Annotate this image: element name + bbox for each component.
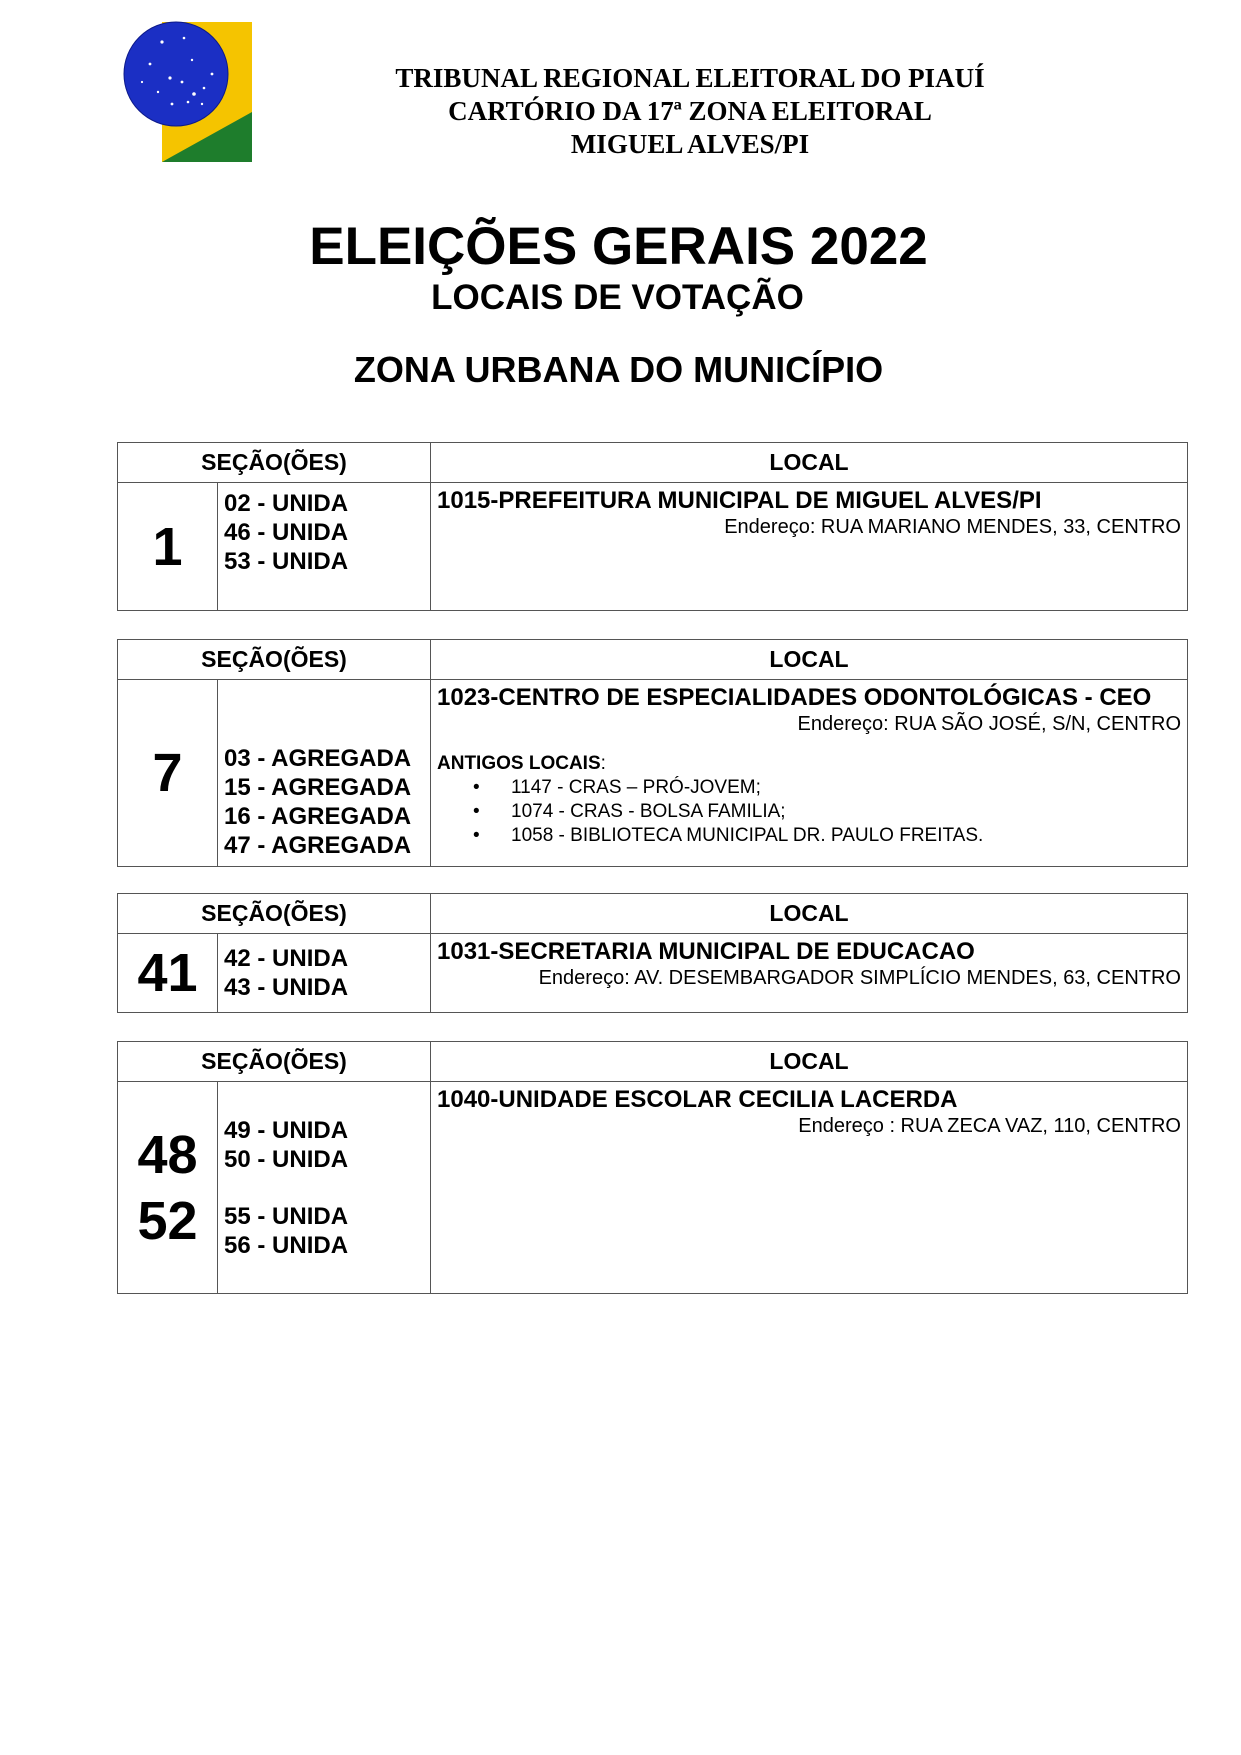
previous-locations-label: ANTIGOS LOCAIS (437, 753, 601, 774)
polling-place-number-value: 1 (152, 516, 183, 577)
section-item: 55 - UNIDA (224, 1203, 349, 1230)
location-table (117, 442, 1188, 611)
section-item: 43 - UNIDA (224, 974, 349, 1001)
sections-list (218, 934, 431, 1013)
section-item: 15 - AGREGADA (224, 774, 412, 801)
section-item: 56 - UNIDA (224, 1232, 349, 1259)
list-item (473, 776, 1181, 800)
local-address: Endereço : RUA ZECA VAZ, 110, CENTRO (798, 1115, 1181, 1137)
local-address: Endereço: RUA MARIANO MENDES, 33, CENTRO (724, 516, 1181, 538)
previous-locations-colon: : (600, 753, 606, 774)
polling-place-number (118, 934, 218, 1013)
bullet-icon: • (473, 777, 480, 798)
local-name: 1015-PREFEITURA MUNICIPAL DE MIGUEL ALVES/PI (437, 487, 1042, 514)
previous-locations-list (437, 776, 1181, 848)
polling-place-number (118, 680, 218, 867)
local-name: 1031-SECRETARIA MUNICIPAL DE EDUCACAO (437, 938, 975, 965)
page-title (0, 217, 1241, 277)
previous-location-text: 1147 - CRAS – PRÓ-JOVEM; (511, 777, 761, 798)
local-name: 1023-CENTRO DE ESPECIALIDADES ODONTOLÓGICAS - CEO (437, 684, 1152, 711)
zone-title-text: ZONA URBANA DO MUNICÍPIO (353, 349, 884, 390)
local-header: LOCAL (431, 894, 1188, 934)
zone-title (0, 349, 1241, 391)
local-address: Endereço: AV. DESEMBARGADOR SIMPLÍCIO MENDES, 63, CENTRO (538, 967, 1181, 989)
section-item: 02 - UNIDA (224, 490, 349, 517)
section-item: 50 - UNIDA (224, 1146, 349, 1173)
list-item (473, 824, 1181, 848)
sections-list (218, 1082, 431, 1294)
local-header: LOCAL (431, 640, 1188, 680)
local-name: 1040-UNIDADE ESCOLAR CECILIA LACERDA (437, 1086, 958, 1113)
local-cell (431, 934, 1188, 1013)
section-item: 46 - UNIDA (224, 519, 349, 546)
local-address: Endereço: RUA SÃO JOSÉ, S/N, CENTRO (797, 713, 1181, 735)
sections-header: SEÇÃO(ÕES) (118, 894, 431, 934)
list-item (473, 800, 1181, 824)
polling-place-number-value: 7 (152, 743, 183, 803)
local-header: LOCAL (431, 443, 1188, 483)
local-cell (431, 680, 1188, 867)
sections-list (218, 680, 431, 867)
section-item: 16 - AGREGADA (224, 803, 412, 830)
previous-location-text: 1074 - CRAS - BOLSA FAMILIA; (511, 801, 786, 822)
brazil-electoral-court-logo-icon (122, 12, 254, 162)
polling-place-number-value: 52 (137, 1190, 198, 1251)
page-title-text: ELEIÇÕES GERAIS 2022 (309, 217, 928, 276)
local-header: LOCAL (431, 1042, 1188, 1082)
header-line-office: CARTÓRIO DA 17ª ZONA ELEITORAL (448, 96, 932, 126)
institution-header (330, 62, 1050, 161)
bullet-icon: • (473, 825, 480, 846)
location-table (117, 1041, 1188, 1294)
sections-header: SEÇÃO(ÕES) (118, 443, 431, 483)
section-item: 47 - AGREGADA (224, 832, 412, 859)
previous-location-text: 1058 - BIBLIOTECA MUNICIPAL DR. PAULO FREITAS. (511, 825, 984, 846)
polling-place-number-value: 48 (137, 1124, 198, 1185)
page-subtitle-text: LOCAIS DE VOTAÇÃO (431, 278, 804, 317)
section-item: 49 - UNIDA (224, 1117, 349, 1144)
header-line-city: MIGUEL ALVES/PI (570, 129, 810, 159)
bullet-icon: • (473, 801, 480, 822)
sections-header: SEÇÃO(ÕES) (118, 1042, 431, 1082)
local-cell (431, 483, 1188, 611)
polling-place-number-value: 41 (137, 943, 198, 1003)
local-cell (431, 1082, 1188, 1294)
sections-header: SEÇÃO(ÕES) (118, 640, 431, 680)
sections-list (218, 483, 431, 611)
polling-place-number (118, 1082, 218, 1294)
section-item: 42 - UNIDA (224, 945, 349, 972)
polling-place-number (118, 483, 218, 611)
section-item: 53 - UNIDA (224, 548, 349, 575)
header-line-court: TRIBUNAL REGIONAL ELEITORAL DO PIAUÍ (395, 63, 985, 93)
location-table (117, 639, 1188, 867)
section-item: 03 - AGREGADA (224, 745, 412, 772)
location-table (117, 893, 1188, 1013)
previous-locations-title (437, 752, 1181, 776)
page-subtitle (0, 277, 1241, 319)
